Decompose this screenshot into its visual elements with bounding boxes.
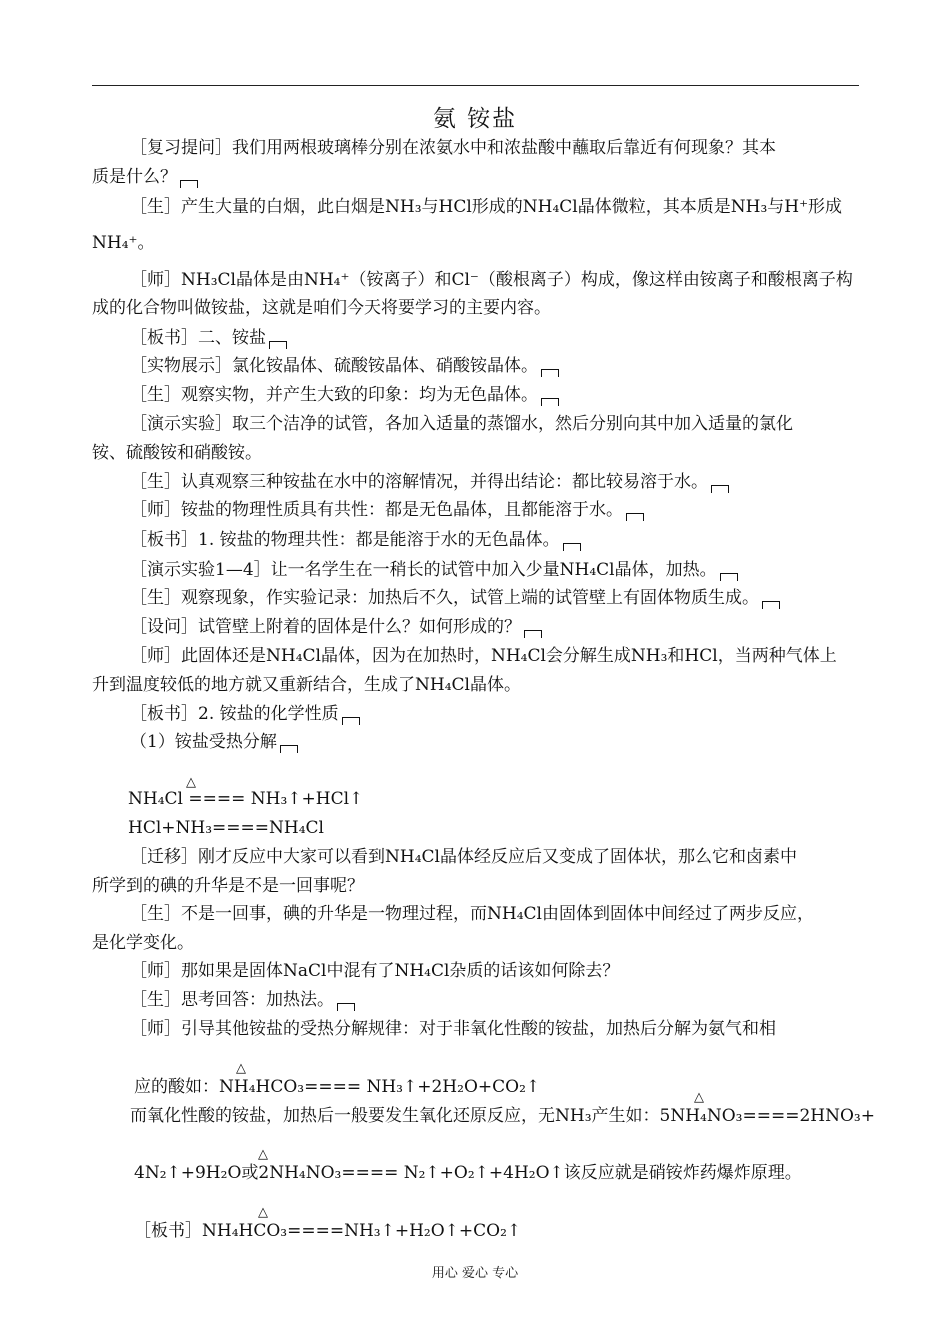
text-line: [130, 617, 542, 638]
heating-triangle-icon: △: [694, 1090, 704, 1105]
text-line: [92, 933, 194, 953]
text-line: [130, 1019, 776, 1039]
line-text: ［生］认真观察三种铵盐在水中的溶解情况，并得出结论：都比较易溶于水。: [130, 472, 708, 492]
paragraph-mark-icon: [711, 485, 729, 493]
text-line: [128, 789, 363, 809]
text-line: [130, 356, 559, 377]
text-line: [134, 1077, 540, 1097]
paragraph-mark-icon: [541, 398, 559, 406]
paragraph-mark-icon: [342, 717, 360, 725]
line-text: 应的酸如：NH₄HCO₃==== NH₃↑+2H₂O+CO₂↑: [134, 1077, 541, 1097]
line-text: ［板书］二、铵盐: [130, 328, 266, 348]
line-text: ［生］观察现象，作实验记录：加热后不久，试管上端的试管壁上有固体物质生成。: [130, 588, 759, 608]
paragraph-mark-icon: [180, 180, 198, 188]
line-text: ［师］此固体还是NH₄Cl晶体，因为在加热时，NH₄Cl会分解生成NH₃和HCl，当两种气体上: [130, 646, 837, 666]
paragraph-mark-icon: [563, 543, 581, 551]
line-text: ［板书］2. 铵盐的化学性质: [130, 704, 339, 724]
line-text: 成的化合物叫做铵盐，这就是咱们今天将要学习的主要内容。: [92, 298, 551, 318]
text-line: [130, 1106, 875, 1126]
text-line: [130, 530, 581, 551]
text-line: [92, 675, 521, 695]
line-text: ［设问］试管壁上附着的固体是什么？如何形成的？: [130, 617, 521, 637]
line-text: 铵、硫酸铵和硝酸铵。: [92, 443, 262, 463]
text-line: [130, 500, 644, 521]
heating-triangle-icon: △: [236, 1061, 246, 1076]
text-line: [130, 138, 776, 158]
text-line: [92, 233, 155, 253]
paragraph-mark-icon: [269, 341, 287, 349]
text-line: [130, 961, 619, 981]
line-text: ［生］产生大量的白烟，此白烟是NH₃与HCl形成的NH₄Cl晶体微粒，其本质是NH₃与H⁺形成: [130, 197, 843, 217]
line-text: 4N₂↑+9H₂O或2NH₄NO₃==== N₂↑+O₂↑+4H₂O↑该反应就是硝铵炸药爆炸原理。: [134, 1163, 802, 1183]
line-text: ［师］铵盐的物理性质具有共性：都是无色晶体，且都能溶于水。: [130, 500, 623, 520]
text-line: [130, 328, 287, 349]
line-text: ［师］NH₃Cl晶体是由NH₄⁺（铵离子）和Cl⁻（酸根离子）构成，像这样由铵离子和酸根离子构: [130, 270, 853, 290]
heating-triangle-icon: △: [258, 1147, 268, 1162]
text-line: [92, 876, 364, 896]
line-text: 质是什么？: [92, 167, 177, 187]
heating-triangle-icon: △: [258, 1205, 268, 1220]
text-line: [130, 646, 837, 666]
paragraph-mark-icon: [524, 630, 542, 638]
text-line: [130, 588, 780, 609]
line-text: NH₄Cl ==== NH₃↑+HCl↑: [128, 789, 364, 809]
text-line: [92, 167, 198, 188]
text-line: [134, 1221, 521, 1241]
line-text: 是化学变化。: [92, 933, 194, 953]
line-text: ［生］观察实物，并产生大致的印象：均为无色晶体。: [130, 385, 538, 405]
line-text: ［演示实验1—4］让一名学生在一稍长的试管中加入少量NH₄Cl晶体，加热。: [130, 560, 717, 580]
line-text: HCl+NH₃====NH₄Cl: [128, 818, 324, 838]
text-line: [130, 270, 853, 290]
text-line: [130, 560, 738, 581]
text-line: [134, 1163, 802, 1183]
line-text: 而氧化性酸的铵盐，加热后一般要发生氧化还原反应，无NH₃产生如：5NH₄NO₃====2HNO₃+: [130, 1106, 875, 1126]
line-text: ［演示实验］取三个洁净的试管，各加入适量的蒸馏水，然后分别向其中加入适量的氯化: [130, 414, 793, 434]
paragraph-mark-icon: [762, 601, 780, 609]
line-text: ［生］不是一回事，碘的升华是一物理过程，而NH₄Cl由固体到固体中间经过了两步反应，: [130, 904, 814, 924]
line-text: NH₄⁺。: [92, 233, 155, 253]
paragraph-mark-icon: [337, 1003, 355, 1011]
line-text: 升到温度较低的地方就又重新结合，生成了NH₄Cl晶体。: [92, 675, 521, 695]
paragraph-mark-icon: [720, 573, 738, 581]
text-line: [130, 472, 729, 493]
text-line: [130, 990, 355, 1011]
header-rule: [92, 85, 859, 86]
text-line: [130, 847, 797, 867]
line-text: ［板书］NH₄HCO₃====NH₃↑+H₂O↑+CO₂↑: [134, 1221, 522, 1241]
line-text: ［师］引导其他铵盐的受热分解规律：对于非氧化性酸的铵盐，加热后分解为氨气和相: [130, 1019, 776, 1039]
text-line: [130, 197, 842, 217]
heating-triangle-icon: △: [186, 775, 196, 790]
line-text: 所学到的碘的升华是不是一回事呢？: [92, 876, 364, 896]
paragraph-mark-icon: [280, 745, 298, 753]
line-text: ［师］那如果是固体NaCl中混有了NH₄Cl杂质的话该如何除去？: [130, 961, 620, 981]
text-line: [130, 904, 814, 924]
text-line: [130, 414, 793, 434]
line-text: （1）铵盐受热分解: [130, 732, 277, 752]
text-line: [130, 732, 298, 753]
text-line: [130, 704, 360, 725]
page-title: 氨 铵盐: [432, 106, 518, 132]
paragraph-mark-icon: [626, 513, 644, 521]
page-footer: 用心 爱心 专心: [431, 1266, 519, 1281]
line-text: ［实物展示］氯化铵晶体、硫酸铵晶体、硝酸铵晶体。: [130, 356, 538, 376]
line-text: ［迁移］刚才反应中大家可以看到NH₄Cl晶体经反应后又变成了固体状，那么它和卤素中: [130, 847, 797, 867]
line-text: ［板书］1. 铵盐的物理共性：都是能溶于水的无色晶体。: [130, 530, 560, 550]
line-text: ［复习提问］我们用两根玻璃棒分别在浓氨水中和浓盐酸中蘸取后靠近有何现象？其本: [130, 138, 776, 158]
text-line: [92, 443, 262, 463]
text-line: [130, 385, 559, 406]
line-text: ［生］思考回答：加热法。: [130, 990, 334, 1010]
paragraph-mark-icon: [541, 369, 559, 377]
text-line: [128, 818, 324, 838]
text-line: [92, 298, 551, 318]
